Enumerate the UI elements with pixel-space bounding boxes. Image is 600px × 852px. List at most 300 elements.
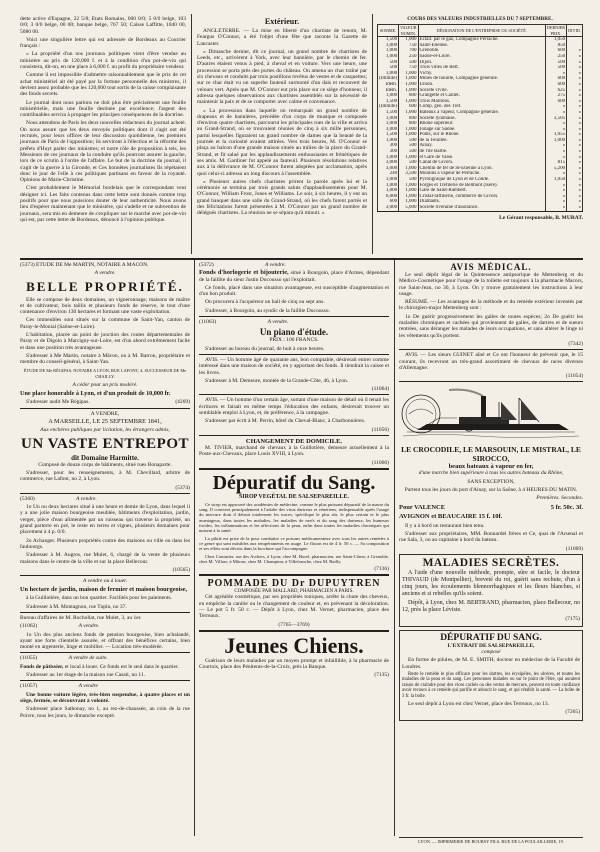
ads-middle-column — [199, 262, 389, 834]
top-middle-column — [197, 16, 367, 254]
cell-somme: 1,000 — [378, 188, 399, 194]
cell-designation: Moulins à vapeur de Perrache. — [418, 171, 545, 177]
cell-designation: Diamants. — [418, 199, 545, 205]
cell-designation: Grangette et Caillet. — [418, 93, 545, 99]
ad-piano-sub: A vendre. — [267, 319, 289, 326]
ad-depuratif2-sub2: composé — [481, 649, 501, 656]
rule-b — [20, 493, 190, 494]
cell-valeur: 1,000 — [399, 82, 418, 88]
cell-divid: » — [567, 54, 583, 60]
ad-maladies-box — [399, 554, 583, 627]
cell-divid: » — [567, 205, 583, 211]
cell-designation: Canal de Givors. — [418, 160, 545, 166]
exterieur-heading: Extérieur. — [264, 17, 300, 26]
ad-avis-medical-title: AVIS MÉDICAL. — [450, 262, 532, 272]
ship-route2: AVIGNON et BEAUCAIRE 15 f. 10f. — [399, 513, 503, 521]
rule-o — [399, 381, 583, 382]
rule-j — [199, 435, 389, 436]
cell-divid: » — [567, 149, 583, 155]
column-rule-4 — [394, 260, 395, 836]
ad-pommade-num: (7765—3769) — [278, 621, 310, 628]
cell-valeur: 1,000 — [399, 76, 418, 82]
ad-entrepot-title: UN VASTE ENTREPOT — [21, 435, 189, 452]
ad-voiture-p2: S'adresser place Sathonay, no 1, au rez-de-chaussée, au coin de la rue Poivre, tous les jours, le dimanche excepté. — [20, 706, 190, 719]
ad-entrepot-num: (5374) — [175, 484, 190, 491]
ad-martin-sub: A vendre. — [94, 270, 116, 277]
cell-valeur: 750 — [399, 43, 418, 49]
ad-depuratif2-num: (7265) — [565, 709, 580, 716]
cell-valeur: 1,000 — [399, 199, 418, 205]
rule-c — [20, 575, 190, 576]
ad-domicile-num: (11060) — [371, 459, 389, 466]
header-valeur: VALEUR NOMIN. — [400, 25, 417, 36]
ad-horlogerie-p4: S'adresser, à Bourgoin, au syndic de la faillite Ducousso. — [205, 307, 330, 314]
cell-divid: » — [567, 138, 583, 144]
gerant-line: Le Gérant responsable, B. MURAT. — [499, 214, 583, 221]
cell-valeur: 1,000 — [399, 71, 418, 77]
letter-p4: Nous attendons de Paris les deux nouvelles rédacteurs du journal acheté. On nous assure que les deux envoyés politiques dont il s'agit ont été recrutés, pour leurs offices de leur discussion quotidienne, les premiers journaux de Paris de l'opposition; ils serviront à l'élection et la réforme des préfets d'Huyt parler des ministres; et notre rôle de proposition à tels, les Messieurs de ces journaux de la conduite qu'ils pourront assurer la gauche, lors de ce scrutin à l'ordre de l'affaire. Le but de la doctrine du journal, il s'agit de la guerre à la Gironde, et Ces honnêtes journalistes Ils répétaient donc le jour de l'elle à ces politiques partisans en faveur de la royauté. Opinions de Marie-Christine. — [20, 120, 186, 184]
cell-designation: Trois villes de Belf. — [418, 65, 545, 71]
cell-somme: 1,000 — [378, 155, 399, 161]
cell-valeur: 1,000 — [399, 99, 418, 105]
cell-valeur: 800 — [399, 93, 418, 99]
ad-depuratif-sub: SIROP VEGÉTAL DE SALSEPAREILLE. — [238, 493, 350, 500]
ads-left-column — [20, 262, 190, 834]
ad-pommade-sub: COMPOSÉE PAR MALLARD, PHARMACIEN A PARIS. — [234, 589, 354, 595]
cell-prix: 1,000 — [545, 138, 566, 144]
cell-prix: 500 — [545, 60, 566, 66]
rule-g — [199, 316, 389, 317]
ad-avis-medical-num: (7342) — [568, 340, 583, 347]
ad-depuratif-p2: La pilule est prise de la pour combattre ce poisons médicamenteux avec tous les autres remèdes à ce genre qui sont nuisibles aux tempéraments en usage. Le flacon est de 4 fr. 50 c. — Sa composition et ses effets sont décrits dans la brochure qui l'accompagne. — [199, 535, 389, 552]
cell-divid: » — [567, 127, 583, 133]
cell-valeur: 250 — [399, 54, 418, 60]
ad-regipas-sub: A céder pour un prix modéré. — [72, 382, 138, 389]
cell-somme: 3,000 — [378, 205, 399, 211]
rule-h — [199, 354, 389, 355]
cell-prix: 250 — [545, 54, 566, 60]
header-somme: SOMME. — [378, 25, 399, 37]
ad-regipas-text: S'adresser audit Me Régipas. — [26, 399, 90, 406]
ad-patissier-p2: S'adresser au 1er étage de la maison rue Casati, no 11. — [26, 672, 145, 679]
ad-avis-medical-p3: 1o De guérir progressivement les galles de toutes espèces; 2o De guérir les maladies chroniques et cachées qui proviennent de galles, de dartres et de sueurs rentrées, sans déranger les malades de leurs occupations, et sans altérer le linge ni les vêtements qu'ils portent. — [399, 313, 583, 339]
cell-prix: 600 — [545, 48, 566, 54]
cell-designation: Saône-et-Loire. — [418, 54, 545, 60]
ad-depuratif2-p2: Reste le remède le plus efficace pour les dartres, les érysipèles, les ulcères, et toutes les maladies de la peau et du sang. Les personnes malades ou sur le point de l'être, qui auraient raison de craindre pour des vices cachés ou des vertus de mercure, peuvent en toute confiance avoir recours à ce remède qui purifie et adoucit le sang, et qui rétablit la santé. — La boîte de 3 fr. la boîte. — [402, 672, 580, 699]
cell-valeur: 1,000 — [399, 183, 418, 189]
cell-prix: » — [545, 121, 566, 127]
ad-horlogerie-sub: A vendre. — [265, 262, 286, 268]
cell-somme: 6,000 — [378, 194, 399, 200]
ad-horlogerie-head — [199, 262, 389, 268]
ship-p3: Il y a à bord un restaurant bien tenu. — [405, 522, 485, 529]
cell-prix: 500 — [545, 65, 566, 71]
ship-service: SANS EXCEPTION, — [467, 478, 515, 485]
cell-valeur: 500 — [399, 143, 418, 149]
ad-emploi-num: (11056) — [371, 426, 389, 433]
ad-rochollat-ref: (11062) — [20, 623, 38, 630]
cell-prix: » — [545, 171, 566, 177]
cell-prix: » — [545, 188, 566, 194]
ad-entrepot-p: Composé de douze corps de bâtiments, situé rues Bonaparte. — [38, 461, 172, 468]
cell-somme: 1,000 — [378, 177, 399, 183]
cell-divid: » — [567, 188, 583, 194]
cell-valeur: 500 — [399, 60, 418, 66]
cell-divid: » — [567, 143, 583, 149]
ad-augros-head — [20, 496, 190, 502]
ad-chiens-num: (7135) — [374, 672, 389, 679]
ad-martin-p2: Ces immeubles sont situés sur la commune de Saint-Yan, canton de Paray-le-Monial (Saône-et-Loire). — [20, 317, 190, 330]
ad-comptable-p2: S'adresser à M. Demeure, montée de la Grande-Côte, 46, à Lyon. — [205, 377, 349, 384]
ad-patissier-line — [20, 664, 190, 670]
cell-valeur: 500 — [399, 160, 418, 166]
cell-designation: de l'île Barbe. — [418, 149, 545, 155]
cell-somme: 1,000 — [378, 43, 399, 49]
exterieur-p4: « Plusieurs autres chefs chartistes prirent la parole après lui et la cérémonie se termina par trois grands saluts d'applaudissements pour M. O'Connor, William Frost, Jones et Williams. Le soir, à six heures, il y eut un grand banquet dans une salle du Grand-Strand, où les chefs furent portés et des félicitations furent présentées à M. O'Connor par un grand nombre de délégués chartistes. La réunion ne se sépara qu'à minuit. » — [197, 178, 367, 217]
valeurs-header-row — [378, 25, 583, 37]
ad-martin-p1: Elle se compose de deux domaines, un vigneronnage, maisons de maître et de cultivateur, bois taillis et plusieurs fonds de réserve, le tout d'une contenance d'environ 130 hectares et formant une vaste exploitation. — [20, 296, 190, 316]
rule-a — [20, 408, 190, 409]
page-divider — [20, 258, 583, 260]
cell-valeur: 750 — [399, 65, 418, 71]
valeurs-section — [377, 16, 583, 254]
ship-price1: 5 fr. 50c. 3f. — [550, 503, 583, 511]
cell-prix: » — [545, 183, 566, 189]
ad-domicile-title: CHANGEMENT DE DOMICILE. — [245, 437, 343, 445]
ad-rochollat-p: Bureau d'affaires de M. Rochollat, rue Mulet, 3, au 1er. — [20, 614, 142, 621]
cell-somme: 3,000 — [378, 127, 399, 133]
ad-entrepot-title2: dit Domaine Harmitte. — [71, 453, 139, 462]
cell-somme: (Illimité) — [379, 76, 398, 82]
cell-somme: 1,500 — [378, 99, 399, 105]
cell-somme: 500 — [378, 65, 399, 71]
ad-guinet-num: (11054) — [565, 373, 583, 380]
ad-entrepot-sub2: Aux enchères publiques par licitation, les étrangers admis, — [40, 427, 170, 434]
cell-designation: Eclair. par le gaz, Compagnie Perrache. — [418, 37, 545, 43]
ad-depuratif2-p3: Le seul dépôt à Lyon est chez Vernet, place des Terreaux, no 13. — [408, 701, 549, 708]
cell-designation: Ainay. — [418, 143, 545, 149]
ad-martin-p3: L'habitation, placée au point de jonction des routes départementales de Paray et de Digoin à Marcigny-sur-Loire, est d'un abord extrêmement facile et dans une position très avantageuse. — [20, 332, 190, 351]
cell-somme: 1,000 — [378, 54, 399, 60]
ad-depuratif-title: Dépuratif du Sang. — [212, 471, 376, 494]
cell-designation: de la Feuillée. — [418, 138, 545, 144]
ad-maladies-p2: Dépôt, à Lyon, chez M. BERTRAND, pharmacien, place Bellecour, no 12, près la place Léviste. — [402, 599, 580, 613]
letter-p2: Comme il est impossible d'admettre raisonnablement que le prix de cet achat ministériel ait été payé par la fortune personnelle des ministres, il devient assez probable que les 120,000 tout sortis de la caisse complaisante des fonds secrets. — [20, 72, 186, 98]
rule-m — [199, 630, 389, 632]
rule-f — [20, 680, 190, 681]
cell-designation: Ponts, sur le Rhône. — [418, 132, 545, 138]
footer-rule — [399, 837, 583, 838]
ad-depuratif-num: (7136) — [374, 566, 389, 573]
cell-valeur: 700 — [399, 48, 418, 54]
ad-avis-medical-p: Le seul dépôt légal de la Quintessence antipsorique de Mettenberg et du Médico-Cosmétique pour l'usage de la toilette est toujours à la pharmacie Macors, rue Saint-Jean, no 30, à Lyon. On y trouve gratuitement les instructions à leur usage. — [399, 272, 583, 297]
exterieur-p2: « Dimanche dernier, dit ce journal, un grand nombre de chartistes de Leeds, etc., arrivèrent à York, avec leur bannière, par le chemin de fer. D'autres étaient venus à pied, à cheval et en voiture. Vers une heure, une procession se porta près des portes du château. On amena un char traîné par six chevaux et conduits par trois postillons revêtus de vestes et de casquettes; sur ce char était vu un superbe fauteuil surmonté d'un dais et recouvert de velours vert. Après que M. O'Connor eut pris place sur ce siège d'honneur, il adressa quelques observations aux chartistes assemblés sur la nécessité de maintenir la paix et de se comporter avec calme et convenance. — [197, 48, 367, 106]
ship-name: LE CROCODILE, LE MARSOUIN, LE MISTRAL, LE SIROCCO, — [401, 445, 581, 463]
ad-depuratif2-p: En forme de pilules, de M. E. SMITH, docteur en médecine de la Faculté de Londres. — [402, 657, 580, 670]
cell-valeur: 1,000 — [399, 194, 418, 200]
ad-depuratif2-title: DÉPURATIF DU SANG. — [440, 633, 542, 644]
cell-prix: » — [545, 143, 566, 149]
cell-somme: 300 — [378, 149, 399, 155]
ad-horlogerie-p3: On procurera à l'acquéreur un bail de cinq ou sept ans. — [205, 299, 325, 306]
cell-valeur: 500 — [399, 138, 418, 144]
ad-hectare-title: Un hectare de jardin, maison de fermier et maison bourgeoise, — [20, 586, 188, 594]
cell-designation: Bateaux à vapeur, Compagnie générale. — [418, 110, 545, 116]
ad-regipas-title: Une place honorable à Lyon, et d'un produit de 10,000 fr. — [20, 390, 171, 398]
ad-augros-num: (10565) — [172, 566, 190, 573]
cell-prix: » — [545, 194, 566, 200]
ad-entrepot-p2: S'adresser, pour les renseignements, à M. Chevillard, arbitre de commerce, rue Lafont, no 2, à Lyon. — [20, 469, 190, 483]
ad-voiture-ref: (11057) — [20, 683, 38, 690]
cell-somme: 300 — [378, 143, 399, 149]
ad-depuratif-p3: Chez Couturier, rue des Archers, à Lyon; chez M. Borel, pharmacien, rue Saint-Côme; à Grenoble, chez M. Villars; à Mâcon, chez M. Champion; à Villefranche, chez M. Bailly. — [199, 553, 389, 564]
rule-n — [399, 349, 583, 350]
cell-valeur: 1,000 — [399, 188, 418, 194]
cell-prix: » — [545, 155, 566, 161]
column-rule-3 — [194, 260, 195, 836]
bourse-paragraph: dette active d'Espagne, 22 5/8; Etats Romains, 000 0/0; 5 0/0 belge, 103 0/0; 3 0/0 belge, 00 00; banque belge, 767 50; Caisse Laffitte, 1040 00, 5080 00. — [20, 16, 186, 35]
ad-rochollat-head — [20, 623, 190, 629]
letter-p3: Le journal dont nous parlons ne doit plus être précisément une feuille ministérielle, mais une feuille destinée par excellence; l'argent des contribuables servira à propager les principes conséquences de la doctrine. — [20, 99, 186, 119]
ad-piano-price: PRIX : 100 FRANCS. — [269, 337, 319, 344]
cell-valeur: 800 — [399, 116, 418, 122]
rule-i — [199, 394, 389, 395]
ad-depuratif2-sub: L'EXTRAIT DE SALSEPAREILLE, — [447, 643, 535, 650]
ad-voiture-sub: A vendre — [78, 683, 98, 690]
rule-l — [199, 574, 389, 576]
cell-prix: » — [545, 71, 566, 77]
ad-emploi-p: AVIS. — Un homme d'un certain âge, sortant d'une maison de détail où il tenait les écritures et faisait en même temps l'éducation des enfants, désirerait trouver un semblable emploi à Lyon, et, de préférence, à la campagne. — [199, 397, 389, 417]
cell-designation: Saint-Etienne. — [418, 43, 545, 49]
cell-prix: 1,050 — [545, 177, 566, 183]
cell-somme: 3,000 — [378, 160, 399, 166]
cell-somme: Idem. — [378, 82, 399, 88]
cell-somme: 3,000 — [378, 166, 399, 172]
ad-martin-p4: S'adresser à Me Martin, notaire à Mâcon, ou à M. Barron, propriétaire et membre du conseil-général, à Saint-Yan. — [20, 352, 190, 366]
ship-route1-line — [399, 504, 583, 512]
ad-maladies-p: A l'aide d'une nouvelle méthode, prompte, sûre et facile, le docteur THIVAUD (de Montpellier), breveté du roi, guérit sans rechute, d'un à cinq jours, les écoulements blennorrhagiques et les fleurs blanches, si anciens et si rebelles qu'ils soient. — [402, 569, 580, 597]
cell-somme: 1,500 — [378, 110, 399, 116]
header-prix: DERNIER PRIX. — [546, 25, 566, 36]
cell-designation: Grenoble. — [418, 48, 545, 54]
cell-designation: Chemin de fer de St-Etienne à Lyon. — [418, 166, 545, 172]
ad-rochollat-sub: A vendre. — [78, 623, 100, 630]
ad-augros-p3: S'adresser à M. Augros, rue Mulet, 6, chargé de la vente de plusieurs maisons dans le centre de la ville et sur la place Bellecour. — [20, 552, 190, 565]
letter-p1: « La propriété d'un nos journaux politiques vient d'être vendue au ministère au prix de 120,000 f. et à la condition d'un pot-de-vin qui consistera, dit-on, en une place à 6,000 f. au profit du propriétaire vendeur. — [20, 51, 186, 71]
cell-designation: Pyrolignique de Lyon et de Condé. — [418, 177, 545, 183]
cell-valeur: 1,000 — [399, 110, 418, 116]
cell-somme: 500 — [378, 60, 399, 66]
ad-hectare-sub: A vendre ou à louer. — [82, 578, 128, 585]
ad-horlogerie-line — [199, 270, 389, 283]
cell-designation: Mines de houille, Compagnie générale. — [418, 76, 545, 82]
ad-patissier-ref: (11055) — [20, 655, 38, 662]
ad-horlogerie-p: situé à Bourgoin, place d'Armes, dépendant de la faillite du sieur Justin Ducousso qui l'exploitait. — [199, 270, 389, 283]
cell-designation: Comp. gén. des Tréf. — [418, 104, 545, 110]
header-designation: DÉSIGNATION DE L'ENTREPRISE OU SOCIÉTÉ. — [418, 25, 545, 37]
cell-designation: Cristal-raffinerie, commerce de Givors. — [418, 194, 545, 200]
cell-prix: 600 — [545, 82, 566, 88]
cell-divid: » — [567, 88, 583, 94]
cell-divid: » — [567, 65, 583, 71]
cell-designation: Société civile. — [418, 88, 545, 94]
ad-voiture-head — [20, 683, 190, 689]
cell-somme: 1,000 — [378, 116, 399, 122]
cell-somme: 240 — [378, 171, 399, 177]
cell-somme: 1,000 — [378, 138, 399, 144]
ad-augros-p: 1o Un ou deux hectares situé à une heure et demie de Lyon, dans lequel il y a une jolie maison bourgeoise meublée, bâtiments d'exploitation, jardin, verger, pièce d'eau alimentée par un ruisseau qui traverse la propriété, un grand parterre en pré, le reste en terres et vignes, plusieurs domaines pour placement à 4 p. 0/0. — [20, 504, 190, 536]
cell-prix: » — [545, 205, 566, 211]
ad-horlogerie-title: Fonds d'horlogerie et bijouterie, — [199, 269, 289, 277]
ad-regipas-ref: ÉTUDE DE Me RÉGIPAS, NOTAIRE A LYON, RUE LAFONT, 4, SUCCESSEUR DE Me CHAILLY. — [23, 367, 187, 379]
ad-depuratif-p: Ce sirop est approuvé des académies de médecine, comme le plus puissant dépuratif de la masse du sang. Il convient principalement à l'adulte des virus dartreux et vénériens, indispensable après l'usage du mercure dont il détruit totalement les traces; spécifique le plus sûr, le plus certain et le plus avantageux, dans toutes les maladies, les maladies de nerfs et du sang des dartreux, les humeurs froides, les inflammations et les affections de la peau, enfin dans toutes les maladies chroniques qui nuisent à la santé. — [199, 501, 389, 534]
letter-intro: Voici une singulière lettre qui est adressée de Bordeaux au Courrier français : — [20, 36, 186, 50]
rule-d — [20, 612, 190, 613]
ad-piano-p: S'adresser au bureau du journal, de huit à onze heures. — [205, 345, 325, 352]
ad-entrepot-date: A MARSEILLE, LE 25 SEPTEMBRE 1841, — [48, 418, 162, 426]
ad-rochollat-p2: 1o Un des plus anciens fonds de pension bourgeoise, bien achalandé, ayant une forte clientelle assurée, et offrant des bénéfices certains, bien monté en argenterie, linge et mobilier. — Location très-modérée. — [20, 631, 190, 651]
cell-valeur: 1,000 — [399, 88, 418, 94]
cell-prix: » — [545, 127, 566, 133]
cell-designation: et Gare de Vaise. — [418, 155, 545, 161]
cell-prix: » — [545, 149, 566, 155]
ship-num: (11069) — [565, 545, 583, 552]
ad-patissier-p: et local à louer. Ce fonds est le seul dans le quartier. — [64, 663, 179, 670]
ad-patissier-head — [20, 655, 190, 661]
cell-somme: 600 — [378, 199, 399, 205]
exterieur-p1: ANGLETERRE. — La mise en liberté d'un chartiste de renom, M. Feargus O'Connor, a été l'objet d'une fête que raconte la Gazette de Lancaster. — [197, 28, 367, 47]
ad-maladies-title: MALADIES SECRÈTES. — [422, 556, 560, 569]
cell-divid: » — [567, 110, 583, 116]
cell-divid: » — [567, 82, 583, 88]
cell-divid: » — [567, 48, 583, 54]
ad-horlogerie-ref: (5372) — [199, 262, 214, 268]
cell-somme: (Illimité) — [379, 104, 398, 110]
cell-prix: » — [545, 104, 566, 110]
cell-divid: » — [567, 194, 583, 200]
cell-designation: Société lyonnaise. — [418, 116, 545, 122]
ad-patissier-title: Fonds de pâtissier, — [20, 663, 64, 670]
cell-prix: 600 — [545, 99, 566, 105]
cell-somme: 1,000 — [378, 48, 399, 54]
ad-guinet-p: AVIS. — Les sieurs GUINET aîné et Ce ont l'honneur de prévenir que, le 15 courant, ils recevront un très-grand assortiment de chevaux de races diverses d'Allemagne. — [399, 352, 583, 371]
rule-k — [199, 468, 389, 470]
ad-avis-medical-p2: RÉSUMÉ. — Les avantages de la méthode et du remède extérieur inventés par le chirurgien-major Mettenberg sont : — [399, 299, 583, 312]
ad-martin-ref: (5373) ÉTUDE DE Me MARTIN, NOTAIRE A MACON. — [20, 262, 149, 268]
cell-valeur: 1,000 — [399, 37, 418, 43]
ship-p4: S'adresser aux propriétaires, MM. Bonnardel frères et Ce, quai de l'Arsenal et rue Sala, 3, ou au capitaine à bord du bateau. — [399, 530, 583, 544]
ad-piano-head — [199, 319, 389, 325]
column-rule-1 — [191, 14, 192, 254]
cell-valeur: 500 — [399, 149, 418, 155]
ad-augros-ref: (5360) — [20, 495, 35, 502]
cell-prix: 1,050 — [545, 37, 566, 43]
ads-right-column — [399, 262, 583, 834]
ad-chiens-p: Guérison de leurs maladies par un moyen prompt et infaillible, à la pharmacie de Courtois, place des Pénitents-de-la-Croix, près la Banque. — [199, 657, 389, 671]
ad-comptable-num: (11064) — [371, 386, 389, 393]
cell-divid: » — [567, 99, 583, 105]
cell-somme: Idem. — [378, 88, 399, 94]
rule-e — [20, 652, 190, 653]
cell-valeur: 800 — [399, 121, 418, 127]
cell-valeur: 5,000 — [399, 205, 418, 211]
cell-divid: » — [567, 177, 583, 183]
cell-valeur: 600 — [399, 104, 418, 110]
ad-emploi-p2: S'adresser par écrit à M. Perrin, hôtel du Cheval-Blanc, à Charbonnières. — [205, 418, 366, 425]
ad-regipas-p — [20, 399, 190, 405]
ship-cols: Premières. Secondes. — [536, 495, 583, 502]
ad-augros-sub: A vendre. — [76, 495, 97, 502]
ad-pommade-p: Cet agréable cosmétique, par ses propriétés toniques, arrête la chute des cheveux, en empêche la canitie ou le changement de couleur et, en prévenant la décoloration. — Le pot 5 fr. 50 c. — Dépôt à Lyon, chez M. Vernet, pharmacien, place des Terreaux. — [199, 594, 389, 620]
cell-designation: Société riveraine d'assurance. — [418, 205, 545, 211]
cell-prix: 625 — [545, 88, 566, 94]
cell-valeur: 1,000 — [399, 132, 418, 138]
ad-comptable-p: AVIS. — Un homme âgé de quarante ans, bon comptable, désirerait entrer comme intéressé dans une maison de société, en y apportant des fonds. Il tiendrait la caisse et les livres. — [199, 356, 389, 376]
valeurs-bottom-rule — [377, 211, 583, 212]
ad-regipas-num: (4269) — [175, 399, 190, 406]
ad-voiture-p: Une bonne voiture légère, très-bien suspendue, à quatre places et un siège, fermée, se découvrant à volonté. — [20, 691, 190, 704]
exterieur-p3: « La procession dans laquelle on remarquait un grand nombre de drapeaux et de bannières, précédée d'un corps de musique et composée d'environ quatre chartistes, parcourut les principales rues de la ville et arriva au Grand-Strand, où se trouvaient réunies de cinq à six mille personnes, parmi lesquelles figuraient un grand nombre de dames que la beauté de la journée et la curiosité avaient attirées. Vers trois heures, M. O'Connor se plaça au balcon d'une grande maison située au milieu de la place du Grand-Strand, et fit salué par les applaudissements enthousiastes et frénétiques de ses amis. M. Gardiner fut appelé au fauteuil. Plusieurs résolutions relatives aux à la délivrance de M. O'Connor furent adoptées par acclamation, après quoi celui-ci adressa un long discours à l'assemblée. — [197, 107, 367, 177]
cell-valeur: 1,000 — [399, 155, 418, 161]
cell-designation: Vichy. — [418, 71, 545, 77]
cell-divid: » — [567, 183, 583, 189]
ad-martin-title: BELLE PROPRIÉTÉ. — [26, 278, 184, 294]
cell-somme: 1,000 — [378, 121, 399, 127]
ad-chiens-title: Jeunes Chiens. — [224, 632, 364, 658]
cell-divid: » — [567, 104, 583, 110]
cell-prix: 3,505 — [545, 116, 566, 122]
valeurs-body — [378, 37, 583, 211]
steamship-illustration — [399, 384, 583, 446]
cell-designation: Gare de Saint-Rambert. — [418, 188, 545, 194]
cell-prix: » — [545, 199, 566, 205]
cell-divid: » — [567, 76, 583, 82]
ship-p2: Partent tous les jours du port d'Ainay, sur la Saône, à 4 HEURES DU MATIN. — [404, 487, 578, 494]
cell-designation: Rhône supérieur. — [418, 121, 545, 127]
ad-horlogerie-p2: Ce fonds, placé dans une situation avantageuse, est susceptible d'augmentation et d'un bon produit. — [199, 284, 389, 298]
cell-prix: 815 — [545, 160, 566, 166]
cell-prix: 1,055 — [545, 132, 566, 138]
cell-divid: » — [567, 121, 583, 127]
ship-route1: Pour VALENCE — [399, 503, 446, 511]
cell-divid: » — [567, 71, 583, 77]
letter-p5: C'est probablement le Mémorial bordelais que le correspondant veut désigner ici. Les faits contenus dans cette lettre sont donnés comme trop positifs pour que nous puissions douter de leur authenticité. Nous avons lieu d'espérer maintenant que le ministère, qui s'adelle et ne subvention de journaux, sera mis en demeure de s'expliquer sur le marché avec pot-de-vin qui est, par cette lettre de Bordeaux, dénoncé à l'opinion publique. — [20, 185, 186, 223]
cell-divid: » — [567, 199, 583, 205]
cell-somme: 1,000 — [378, 71, 399, 77]
cell-designation: Union. — [418, 82, 545, 88]
cell-somme: 1,000 — [378, 183, 399, 189]
cell-prix: 5,200 — [545, 166, 566, 172]
cell-divid: » — [567, 132, 583, 138]
ad-hectare-p: à la Guillotière, dans un bon quartier. Facilités pour les paiements. — [26, 595, 172, 602]
cell-valeur: 1,000 — [399, 166, 418, 172]
ad-entrepot-sub: A VENDRE, — [90, 410, 120, 417]
ad-hectare-p2: S'adresser à M. Montagnon, rue Tupin, no 37. — [26, 603, 127, 610]
cell-valeur: 3,500 — [399, 171, 418, 177]
cell-prix: 850 — [545, 43, 566, 49]
cell-prix: » — [545, 110, 566, 116]
imprint-footer: LYON. — IMPRIMERIE DE BOURSY FILS, RUE DE LA POULAILLERIE, 19. — [418, 839, 564, 844]
cell-somme: 1,500 — [378, 37, 399, 43]
ship-sub: beaux bateaux à vapeur en fer, — [448, 463, 534, 471]
cell-divid: » — [567, 116, 583, 122]
cell-valeur: 1,000 — [399, 127, 418, 133]
cell-prix: 275 — [545, 93, 566, 99]
cell-designation: Jonage sur Saône. — [418, 127, 545, 133]
cell-designation: Trois Maillons. — [418, 99, 545, 105]
ad-pommade-title: POMMADE DU Dr DUPUYTREN — [207, 578, 381, 590]
cell-divid: » — [567, 155, 583, 161]
